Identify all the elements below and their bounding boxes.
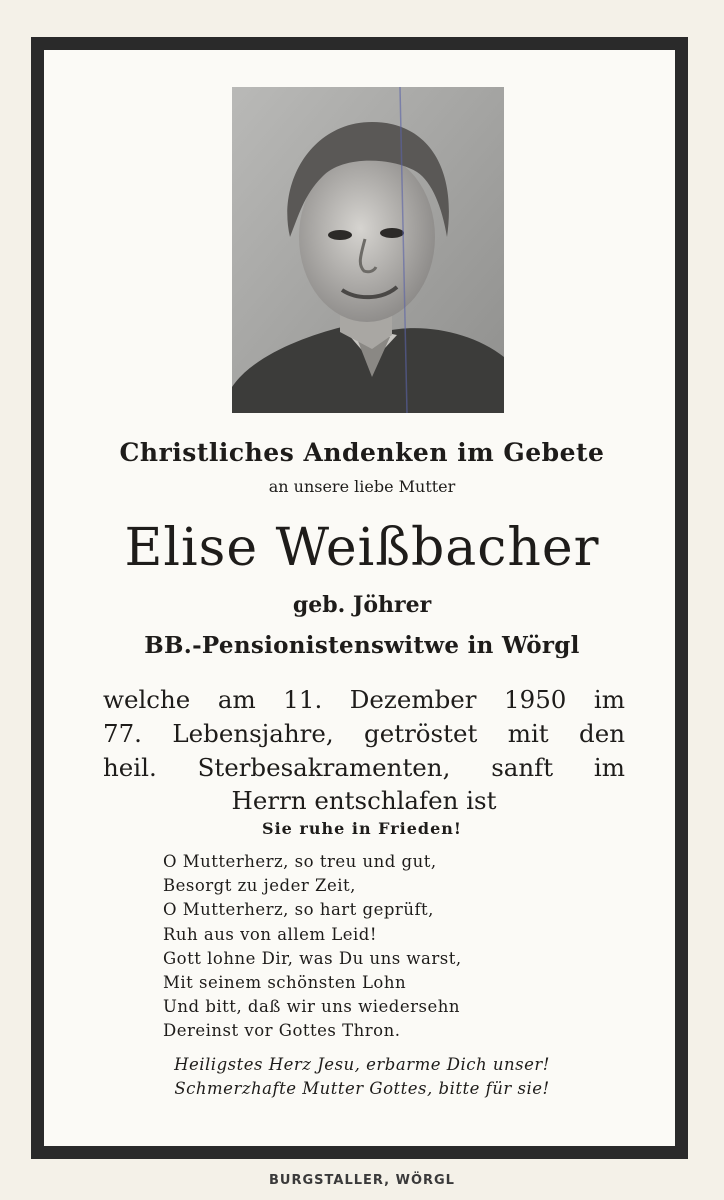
message-line: Herrn entschlafen ist [231, 786, 497, 815]
printer-imprint: BURGSTALLER, WÖRGL [269, 1173, 455, 1188]
prayer-line: Heiligstes Herz Jesu, erbarme Dich unser! [174, 1055, 550, 1074]
poem-line: Besorgt zu jeder Zeit, [163, 876, 356, 896]
poem-line: Gott lohne Dir, was Du uns warst, [163, 948, 462, 968]
rest-in-peace: Sie ruhe in Frieden! [262, 819, 462, 838]
poem-line: O Mutterherz, so treu und gut, [163, 852, 437, 871]
message-line: heil. Sterbesakramenten, sanft im [103, 753, 625, 782]
portrait-photo [232, 87, 504, 413]
occupation-location: BB.-Pensionistenswitwe in Wörgl [144, 632, 580, 659]
birth-name: geb. Jöhrer [292, 592, 432, 618]
memorial-heading: Christliches Andenken im Gebete [119, 438, 605, 467]
message-line: 77. Lebensjahre, getröstet mit den [103, 719, 625, 748]
poem-line: Ruh aus von allem Leid! [163, 924, 377, 944]
poem-line: Mit seinem schönsten Lohn [163, 973, 407, 993]
prayer-line: Schmerzhafte Mutter Gottes, bitte für sie! [174, 1079, 550, 1098]
poem-line: O Mutterherz, so hart geprüft, [163, 900, 434, 920]
poem-line: Und bitt, daß wir uns wiedersehn [163, 997, 460, 1017]
deceased-name: Elise Weißbacher [124, 518, 600, 578]
memorial-poem [163, 850, 462, 1044]
message-line: welche am 11. Dezember 1950 im [103, 685, 625, 714]
poem-line: Dereinst vor Gottes Thron. [163, 1021, 401, 1041]
dedication-subheading: an unsere liebe Mutter [268, 477, 456, 496]
